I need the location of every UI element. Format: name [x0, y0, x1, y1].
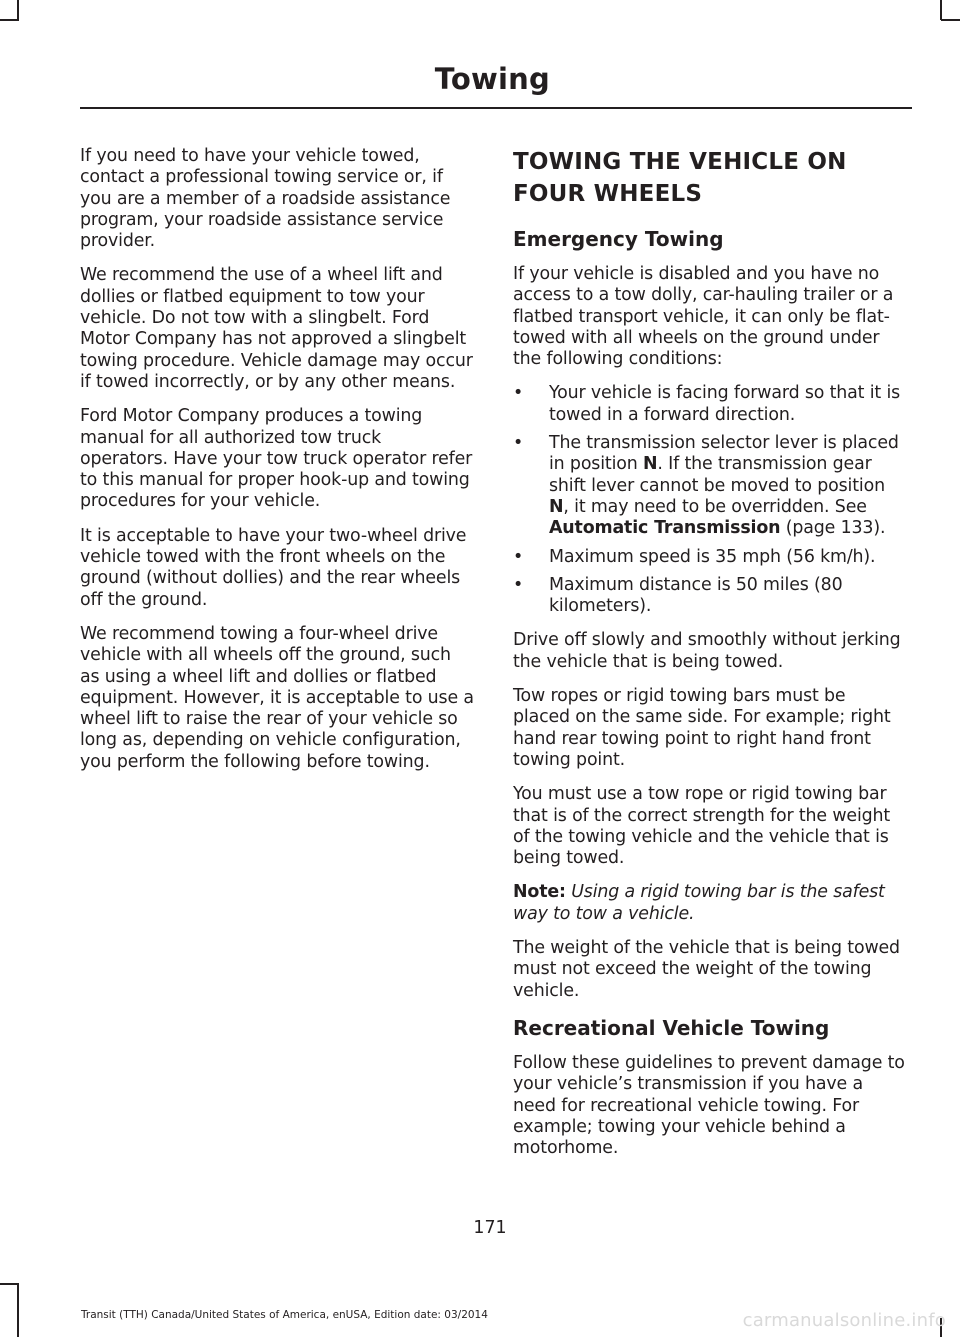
- paragraph-recreational: Follow these guidelines to prevent damage to your vehicle’s transmission if you have a need for recreational vehicle towing. For example; towing your vehicle behind a motorhome.: [513, 1052, 905, 1159]
- section-title: TOWING THE VEHICLE ON FOUR WHEELS: [513, 149, 847, 207]
- list-item-text: Maximum distance is 50 miles (80 kilometers).: [549, 574, 843, 617]
- paragraph-tow-weight: The weight of the vehicle that is being towed must not exceed the weight of the towing vehicle.: [513, 938, 900, 1001]
- crop-mark-top-right-h: [941, 19, 960, 21]
- crop-mark-top-left: [17, 0, 19, 20]
- edition-footer: Transit (TTH) Canada/United States of America, enUSA, Edition date: 03/2014: [81, 1309, 488, 1321]
- list-item: [513, 547, 907, 568]
- paragraph-two-wheel-drive: It is acceptable to have your two-wheel drive vehicle towed with the front wheels on the ground (without dollies) and the rear wheels off the ground.: [80, 525, 467, 610]
- bullet-icon: •: [513, 574, 524, 595]
- bullet-icon: •: [513, 546, 524, 567]
- crop-mark-bottom-left-h: [0, 1283, 19, 1285]
- paragraph-four-wheel-drive: We recommend towing a four-wheel drive vehicle with all wheels off the ground, such as using a wheel lift and dollies or flatbed equipment. However, it is acceptable to use a wheel lift to raise the rear of your vehicle so long as, depending on vehicle configuration, you perform the following before towing.: [80, 623, 474, 772]
- paragraph-emergency-intro: If your vehicle is disabled and you have no access to a tow dolly, car-hauling trailer or a flatbed transport vehicle, it can only be flat-towed with all wheels on the ground under the following conditions:: [513, 264, 894, 370]
- crop-mark-bottom-left: [17, 1283, 19, 1337]
- list-item-text: The transmission selector lever is placed in position: [549, 433, 899, 475]
- bullet-icon: •: [513, 383, 524, 404]
- cross-reference-link[interactable]: Automatic Transmission: [549, 518, 781, 539]
- note: [513, 882, 907, 925]
- bullet-icon: •: [513, 433, 524, 454]
- gear-position: N: [643, 454, 658, 475]
- paragraph-tow-strength: You must use a tow rope or rigid towing bar that is of the correct strength for the weight of the towing vehicle and the vehicle that is being towed.: [513, 784, 891, 869]
- paragraph-towing-manual: Ford Motor Company produces a towing manual for all authorized tow truck operators. Have your tow truck operator refer to this manual for proper hook-up and towing procedures for your vehicle.: [80, 406, 473, 512]
- watermark: carmanualsonline.info: [742, 1310, 946, 1331]
- paragraph-tow-ropes: Tow ropes or rigid towing bars must be placed on the same side. For example; right hand rear towing point to right hand front towing point.: [513, 686, 891, 770]
- page-number: 171: [473, 1218, 507, 1238]
- gear-position: N: [549, 496, 564, 517]
- paragraph-wheel-lift: We recommend the use of a wheel lift and dollies or flatbed equipment to tow your vehicle. Do not tow with a slingbelt. Ford Motor Company has not approved a slingbelt towing procedure. Vehicle damage may occur if towed incorrectly, or by any other means.: [80, 265, 473, 392]
- page-title: Towing: [434, 62, 550, 96]
- header-divider: [80, 107, 912, 109]
- note-text: Using a rigid towing bar is the safest way to tow a vehicle.: [513, 882, 885, 924]
- list-item-text: . If the transmission gear shift lever cannot be moved to position: [549, 454, 885, 496]
- list-item: [513, 383, 907, 426]
- crop-mark-top-left-h: [0, 19, 19, 21]
- subheading-emergency-towing: Emergency Towing: [513, 227, 724, 251]
- right-column: [513, 146, 907, 1172]
- page-reference: (page 133).: [780, 518, 886, 539]
- paragraph-drive-off: Drive off slowly and smoothly without jerking the vehicle that is being towed.: [513, 630, 901, 672]
- left-column: [80, 146, 474, 786]
- note-label: Note:: [513, 882, 566, 903]
- conditions-list: [513, 383, 907, 617]
- list-item-text: Maximum speed is 35 mph (56 km/h).: [549, 546, 876, 567]
- subheading-recreational-towing: Recreational Vehicle Towing: [513, 1015, 830, 1040]
- list-item-text: , it may need to be overridden. See: [563, 496, 867, 517]
- list-item: [513, 433, 907, 539]
- list-item-text: Your vehicle is facing forward so that it is towed in a forward direction.: [549, 383, 901, 425]
- crop-mark-top-right: [940, 0, 942, 20]
- paragraph-towing-service: If you need to have your vehicle towed, contact a professional towing service or, if you are a member of a roadside assistance program, your roadside assistance service provider.: [80, 146, 451, 252]
- list-item: [513, 575, 907, 618]
